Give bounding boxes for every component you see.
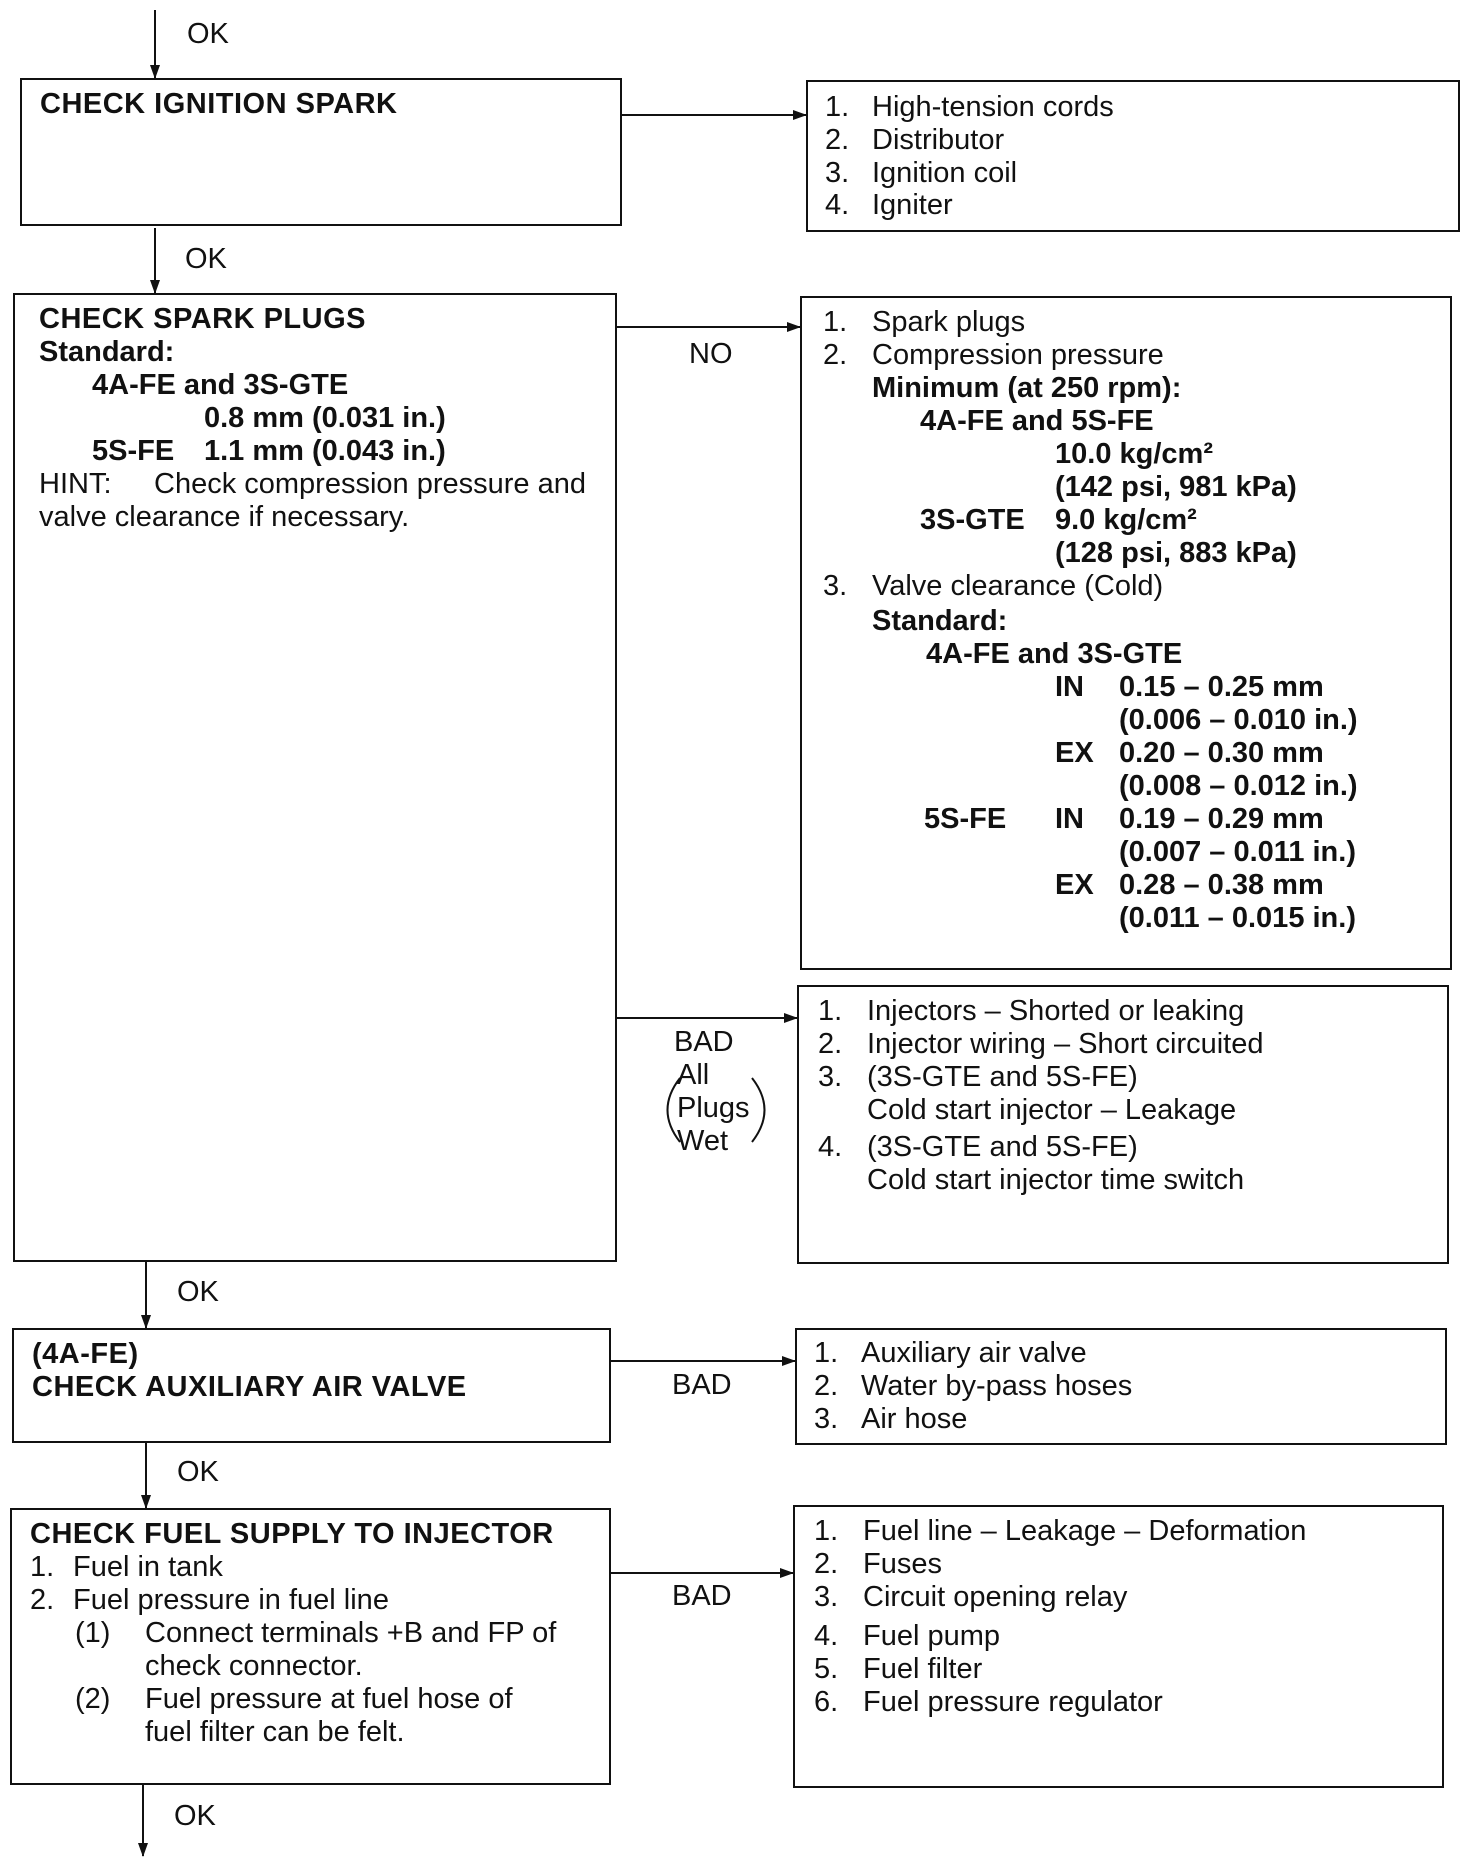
list-num: 2. [30,1584,55,1616]
list-item-text: Fuel filter [863,1653,983,1685]
ignition-check-box [20,78,622,226]
engine-label: 4A-FE and 5S-FE [920,405,1154,437]
spark-plugs-no-causes-box [800,296,1452,970]
spec-value: (0.011 – 0.015 in.) [1119,902,1356,934]
list-item-text: Fuses [863,1548,942,1580]
list-num: 1. [818,995,843,1027]
spec-value: (0.007 – 0.011 in.) [1119,836,1356,868]
aux-air-qualifier: (4A-FE) [32,1338,139,1370]
aux-air-causes-box [795,1328,1447,1445]
hint-label: HINT: [39,468,112,500]
list-num: 1. [30,1551,55,1583]
list-num: 4. [818,1131,843,1163]
list-num: 4. [814,1620,839,1652]
list-num: 1. [814,1515,839,1547]
step-text: fuel filter can be felt. [145,1716,405,1748]
hint-text: valve clearance if necessary. [39,501,410,533]
no-label: NO [689,338,733,370]
list-num: 5. [814,1653,839,1685]
list-item: 3. Ignition coil [825,156,1018,189]
wet-note-line: Plugs [677,1092,750,1124]
step-text: check connector. [145,1650,363,1682]
spec-value: 9.0 kg/cm² [1055,504,1197,536]
ex-label: EX [1055,869,1094,901]
ok-label: OK [177,1456,219,1488]
spark-plugs-check-box [13,293,617,1262]
in-label: IN [1055,671,1084,703]
sub-num: (1) [75,1617,111,1649]
list-item-text: Fuel pressure regulator [863,1686,1163,1718]
engine-label: 4A-FE and 3S-GTE [926,638,1183,670]
list-item-text: Spark plugs [872,306,1026,338]
list-item-text: (3S-GTE and 5S-FE) [867,1131,1138,1163]
bad-label: BAD [672,1369,732,1401]
list-item-text: Injector wiring – Short circuited [867,1028,1264,1060]
ignition-title: CHECK IGNITION SPARK [40,88,398,120]
list-num: 2. [818,1028,843,1060]
list-item: 1. Auxiliary air valve [814,1337,1087,1369]
minimum-label: Minimum (at 250 rpm): [872,372,1182,404]
spec-value: (128 psi, 883 kPa) [1055,537,1297,569]
step-text: Fuel pressure in fuel line [73,1584,389,1616]
list-item: 1. [823,306,848,338]
spark-plugs-title: CHECK SPARK PLUGS [39,303,366,335]
list-item-text: Cold start injector – Leakage [867,1094,1237,1126]
spec-value: 0.19 – 0.29 mm [1119,803,1324,835]
list-num: 6. [814,1686,839,1718]
spec-value: (0.006 – 0.010 in.) [1119,704,1358,736]
hint-text: Check compression pressure and [154,468,586,500]
step-text: Connect terminals +B and FP of [145,1617,557,1649]
list-item: 3. [823,570,848,602]
spec-value: 0.20 – 0.30 mm [1119,737,1324,769]
list-item: 2. Distributor [825,123,1005,156]
list-item: 1. High-tension cords [825,91,1114,123]
ok-label: OK [185,243,227,275]
list-item-text: (3S-GTE and 5S-FE) [867,1061,1138,1093]
list-item-text: Valve clearance (Cold) [872,570,1164,602]
list-item-text: Compression pressure [872,339,1164,371]
standard-label: Standard: [39,336,175,368]
engine-label: 4A-FE and 3S-GTE [92,369,349,401]
fuel-title: CHECK FUEL SUPPLY TO INJECTOR [30,1518,554,1550]
spec-value: 10.0 kg/cm² [1055,438,1213,470]
list-item-text: Circuit opening relay [863,1581,1128,1613]
wet-note-line: Wet [677,1125,729,1157]
list-item: 2. Water by-pass hoses [814,1369,1133,1402]
engine-label: 5S-FE [92,435,175,467]
wet-note-line: All [677,1059,710,1091]
spec-value: (0.008 – 0.012 in.) [1119,770,1358,802]
standard-label: Standard: [872,605,1008,637]
fuel-supply-check-box [10,1508,611,1785]
list-num: 2. [814,1548,839,1580]
list-num: 3. [818,1061,843,1093]
spec-value: (142 psi, 981 kPa) [1055,471,1297,503]
spec-value: 0.15 – 0.25 mm [1119,671,1324,703]
step-text: Fuel pressure at fuel hose of [145,1683,513,1715]
list-item: 3. Air hose [814,1402,968,1435]
spec-value: 0.28 – 0.38 mm [1119,869,1324,901]
step-text: Fuel in tank [73,1551,223,1583]
sub-num: (2) [75,1683,111,1715]
gap-value: 1.1 mm (0.043 in.) [204,435,446,467]
engine-label: 3S-GTE [920,504,1025,536]
list-item-text: Fuel line – Leakage – Deformation [863,1515,1307,1547]
spark-plugs-bad-causes-box [797,985,1449,1264]
bad-label: BAD [672,1580,732,1612]
in-label: IN [1055,803,1084,835]
list-item: 4. Igniter [825,189,953,222]
ok-label: OK [174,1800,216,1832]
aux-air-title: CHECK AUXILIARY AIR VALVE [32,1371,467,1403]
right-paren [752,1078,765,1142]
list-item-text: Injectors – Shorted or leaking [867,995,1245,1027]
list-item: 2. [823,339,848,371]
ok-label: OK [187,18,229,50]
bad-label: BAD [674,1026,734,1058]
list-item-text: Fuel pump [863,1620,1001,1652]
aux-air-valve-check-box [12,1328,611,1443]
list-item-text: Cold start injector time switch [867,1164,1245,1196]
list-num: 3. [814,1581,839,1613]
engine-label: 5S-FE [924,803,1007,835]
ex-label: EX [1055,737,1094,769]
ok-label: OK [177,1276,219,1308]
fuel-causes-box [793,1505,1444,1788]
gap-value: 0.8 mm (0.031 in.) [204,402,446,434]
ignition-causes-box [806,80,1460,232]
